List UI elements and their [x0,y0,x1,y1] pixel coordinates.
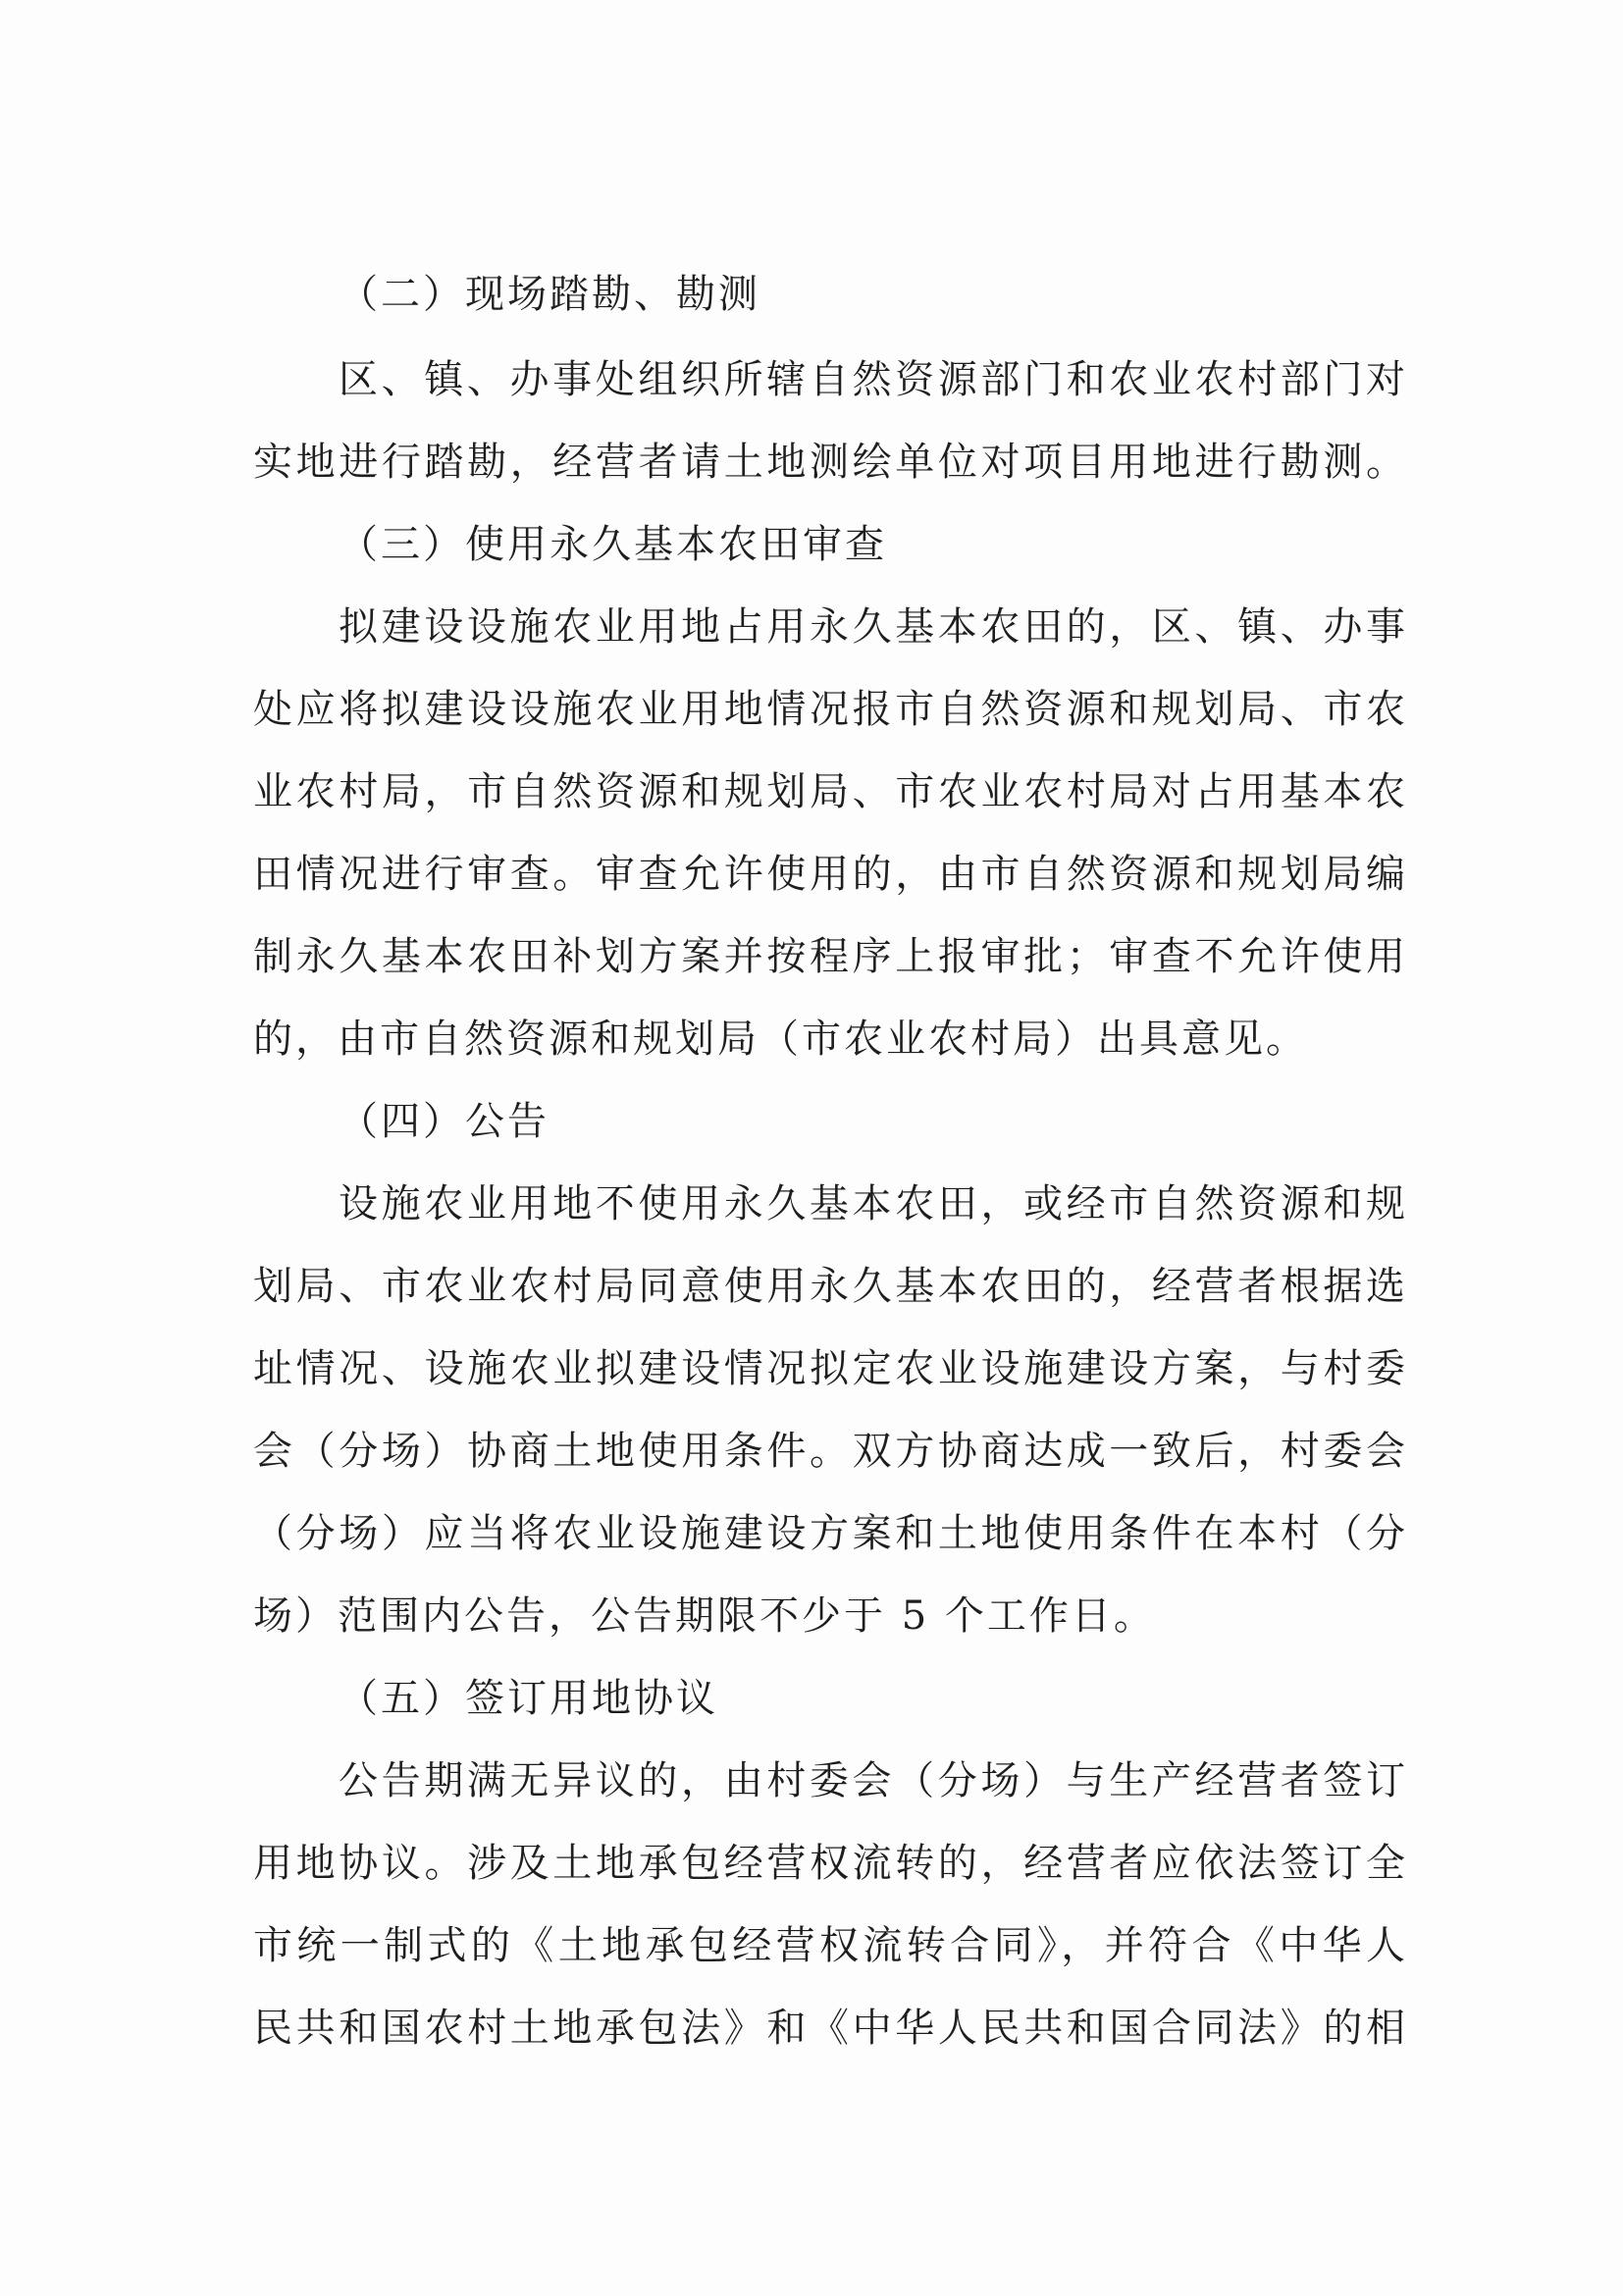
paragraph-line: 处应将拟建设设施农业用地情况报市自然资源和规划局、市农 [253,687,1405,732]
paragraph-line: 址情况、设施农业拟建设情况拟定农业设施建设方案，与村委 [253,1346,1405,1391]
paragraph-line: 田情况进行审查。审查允许使用的，由市自然资源和规划局编 [253,852,1405,897]
paragraph-line: 市统一制式的《土地承包经营权流转合同》，并符合《中华人 [253,1923,1405,1968]
paragraph-line: 公告期满无异议的，由村委会（分场）与生产经营者签订 [339,1758,1405,1803]
paragraph-line: 制永久基本农田补划方案并按程序上报审批；审查不允许使用 [253,934,1405,979]
paragraph-line: 拟建设设施农业用地占用永久基本农田的，区、镇、办事 [339,604,1405,650]
paragraph-line: 民共和国农村土地承包法》和《中华人民共和国合同法》的相 [253,2006,1405,2051]
section-heading: （二）现场踏勘、勘测 [339,272,760,317]
paragraph-line: 的，由市自然资源和规划局（市农业农村局）出具意见。 [253,1017,1308,1062]
paragraph-line: 划局、市农业农村局同意使用永久基本农田的，经营者根据选 [253,1264,1405,1309]
section-heading: （三）使用永久基本农田审查 [339,522,887,567]
paragraph-line: 会（分场）协商土地使用条件。双方协商达成一致后，村委会 [253,1429,1405,1474]
paragraph-line: 区、镇、办事处组织所辖自然资源部门和农业农村部门对 [339,357,1405,402]
paragraph-line: 设施农业用地不使用永久基本农田，或经市自然资源和规 [339,1181,1405,1226]
section-heading: （四）公告 [339,1099,550,1144]
paragraph-line: 实地进行踏勘，经营者请土地测绘单位对项目用地进行勘测。 [253,440,1405,485]
paragraph-line: （分场）应当将农业设施建设方案和土地使用条件在本村（分 [253,1511,1405,1556]
paragraph-line: 场）范围内公告，公告期限不少于 5 个工作日。 [253,1593,1156,1639]
section-heading: （五）签订用地协议 [339,1676,718,1721]
paragraph-line: 业农村局，市自然资源和规划局、市农业农村局对占用基本农 [253,769,1405,814]
paragraph-line: 用地协议。涉及土地承包经营权流转的，经营者应依法签订全 [253,1841,1405,1886]
